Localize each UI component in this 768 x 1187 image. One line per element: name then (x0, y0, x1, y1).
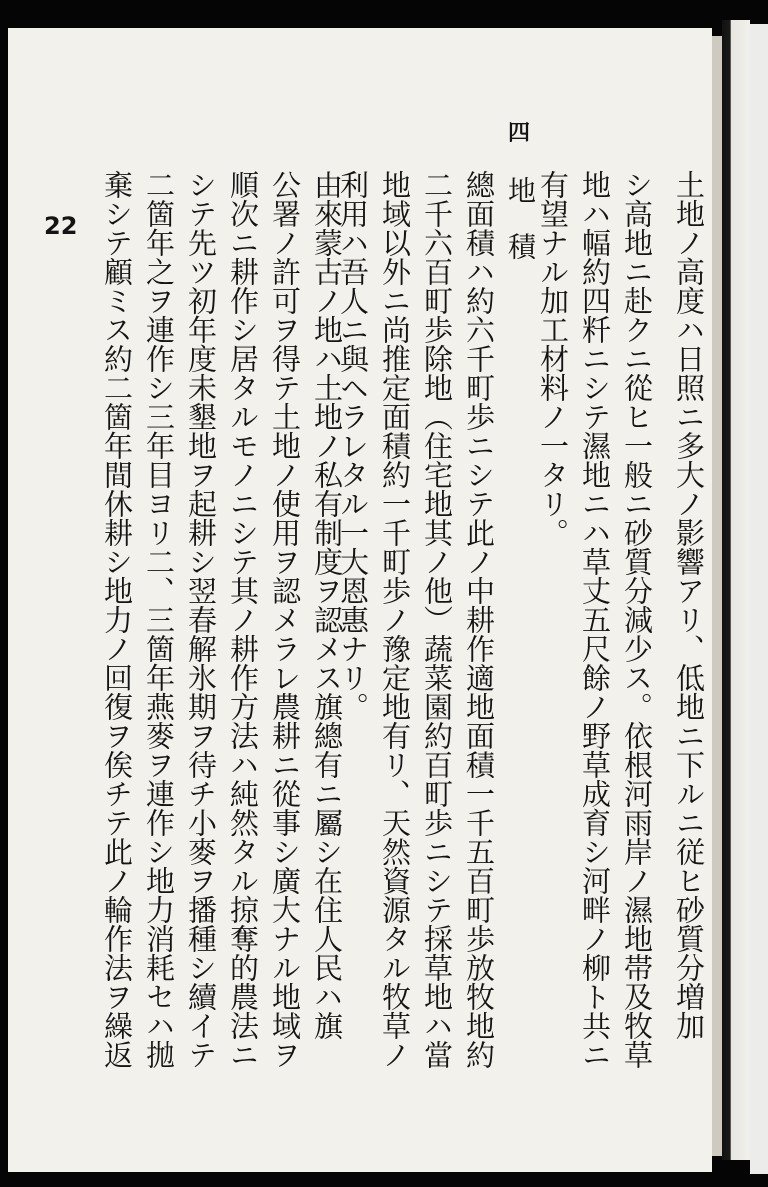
text-column-6: 二千六百町歩除地（住宅地其ノ他）蔬菜園約百町歩ニシテ採草地ハ當 (420, 170, 454, 1069)
scan-margin (750, 24, 768, 1174)
text-column-8: 利用ハ吾人ニ與ヘラレタル一大恩惠ナリ。 (336, 170, 370, 721)
text-column-9: 由來蒙古ノ地ハ土地ノ私有制度ヲ認メス旗總有ニ屬シ在住人民ハ旗 (310, 170, 344, 1040)
section-heading: 地積 (504, 176, 537, 288)
text-column-4: 有望ナル加工材料ノ一タリ。 (536, 170, 570, 547)
text-column-3: 地ハ幅約四粁ニシテ濕地ニハ草丈五尺餘ノ野草成育シ河畔ノ柳ト共ニ (578, 170, 612, 1069)
text-column-14: 棄シテ顧ミス約二箇年間休耕シ地力ノ回復ヲ俟チテ此ノ輪作法ヲ繰返 (100, 170, 134, 1069)
text-column-5: 總面積ハ約六千町歩ニシテ此ノ中耕作適地面積一千五百町歩放牧地約 (462, 170, 496, 1069)
text-column-11: 順次ニ耕作シ居タルモノニシテ其ノ耕作方法ハ純然タル掠奪的農法ニ (226, 170, 260, 1069)
text-column-12: シテ先ツ初年度未墾地ヲ起耕シ翌春解氷期ヲ待チ小麥ヲ播種シ續イテ (184, 170, 218, 1069)
section-number: 四 (508, 120, 531, 146)
book-edge (722, 20, 750, 1160)
text-column-10: 公署ノ許可ヲ得テ土地ノ使用ヲ認メラレ農耕ニ從事シ廣大ナル地域ヲ (268, 170, 302, 1069)
text-column-13: 二箇年之ヲ連作シ三年目ヨリ二、三箇年燕麥ヲ連作シ地力消耗セハ拋 (142, 170, 176, 1069)
page-number: 22 (44, 212, 78, 240)
page-spine (712, 36, 722, 1156)
text-column-2: シ高地ニ赴クニ從ヒ一般ニ砂質分減少ス。依根河雨岸ノ濕地帯及牧草 (620, 170, 654, 1069)
text-column-7: 地域以外ニ尚推定面積約一千町歩ノ豫定地有リ、天然資源タル牧草ノ (378, 170, 412, 1069)
text-column-1: 土地ノ高度ハ日照ニ多大ノ影響アリ、低地ニ下ルニ従ヒ砂質分増加 (672, 170, 706, 1040)
